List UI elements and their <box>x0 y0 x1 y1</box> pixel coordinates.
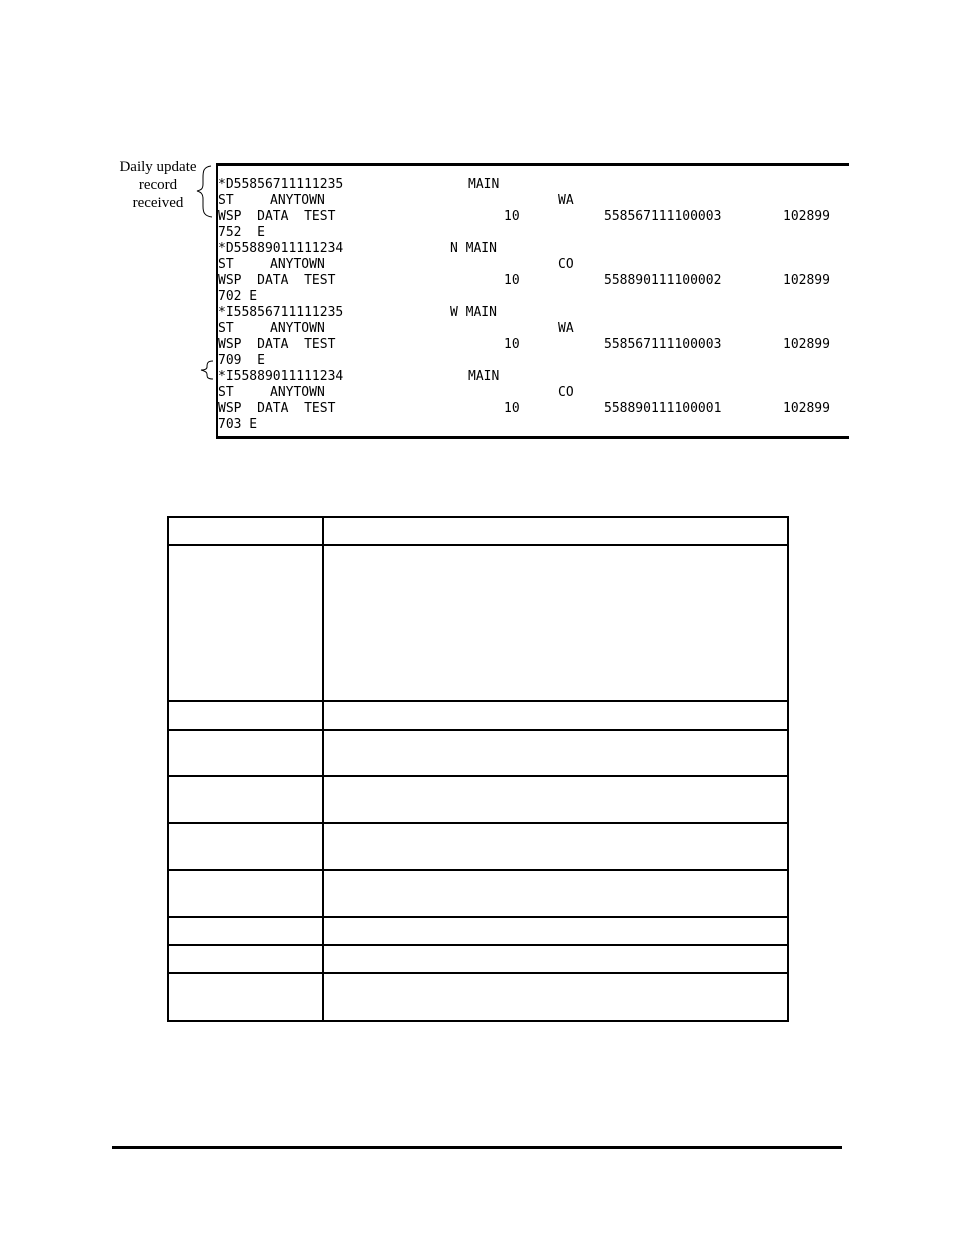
table-row <box>168 776 788 823</box>
table-row <box>168 870 788 917</box>
record-field-state: CO <box>558 385 574 400</box>
footer-rule <box>112 1146 842 1149</box>
annotation-line: record <box>138 177 178 193</box>
table-cell <box>168 776 323 823</box>
record-field-account: 558890111100002 <box>604 273 722 288</box>
annotation-line: received <box>132 195 184 211</box>
record-field-street: W MAIN <box>450 305 497 320</box>
record-field-code: 702 E <box>218 289 258 304</box>
record-field-prefix: ST <box>218 193 234 208</box>
annotation-line: Daily update <box>119 159 197 175</box>
record-field-label: WSP DATA TEST <box>218 401 336 416</box>
record-field-state: WA <box>558 193 574 208</box>
record-field-count: 10 <box>504 273 520 288</box>
table-cell <box>323 870 788 917</box>
table-row <box>168 701 788 730</box>
record-field-code: 752 E <box>218 225 265 240</box>
table-row <box>168 545 788 701</box>
record-field-key: *D55856711111235 <box>218 177 344 192</box>
table-cell <box>168 917 323 945</box>
table-cell <box>168 973 323 1021</box>
table-row <box>168 823 788 870</box>
record-field-city: ANYTOWN <box>270 193 325 208</box>
record-field-code: 709 E <box>218 353 265 368</box>
table-row <box>168 730 788 776</box>
record-field-key: *D55889011111234 <box>218 241 344 256</box>
table-cell <box>323 776 788 823</box>
record-field-label: WSP DATA TEST <box>218 337 336 352</box>
table-cell <box>168 701 323 730</box>
record-field-date: 102899 <box>783 273 830 288</box>
record-field-code: 703 E <box>218 417 258 432</box>
table-cell <box>323 730 788 776</box>
table-cell <box>323 917 788 945</box>
record-field-account: 558890111100001 <box>604 401 722 416</box>
record-field-date: 102899 <box>783 337 830 352</box>
record-field-prefix: ST <box>218 321 234 336</box>
record-field-city: ANYTOWN <box>270 385 325 400</box>
table-row <box>168 973 788 1021</box>
table-cell <box>323 517 788 545</box>
record-field-city: ANYTOWN <box>270 321 325 336</box>
record-field-key: *I55889011111234 <box>218 369 344 384</box>
record-field-state: CO <box>558 257 574 272</box>
record-field-state: WA <box>558 321 574 336</box>
table-cell <box>168 823 323 870</box>
table-cell <box>323 973 788 1021</box>
record-field-date: 102899 <box>783 401 830 416</box>
table-cell <box>168 945 323 973</box>
table-header-row <box>168 517 788 545</box>
record-field-count: 10 <box>504 337 520 352</box>
record-field-street: N MAIN <box>450 241 497 256</box>
table-cell <box>323 823 788 870</box>
record-field-key: *I55856711111235 <box>218 305 344 320</box>
record-field-account: 558567111100003 <box>604 337 722 352</box>
record-field-label: WSP DATA TEST <box>218 209 336 224</box>
record-field-count: 10 <box>504 401 520 416</box>
record-field-street: MAIN <box>468 369 500 384</box>
record-field-street: MAIN <box>468 177 500 192</box>
table-row <box>168 945 788 973</box>
record-field-label: WSP DATA TEST <box>218 273 336 288</box>
record-field-date: 102899 <box>783 209 830 224</box>
field-table <box>167 516 789 1022</box>
record-field-count: 10 <box>504 209 520 224</box>
annotation-label <box>110 158 206 212</box>
table-cell <box>323 945 788 973</box>
table-cell <box>168 730 323 776</box>
table-cell <box>168 517 323 545</box>
record-field-prefix: ST <box>218 385 234 400</box>
record-field-account: 558567111100003 <box>604 209 722 224</box>
small-brace-icon <box>201 361 213 379</box>
table-cell <box>168 870 323 917</box>
table-cell <box>323 545 788 701</box>
table-row <box>168 917 788 945</box>
record-field-prefix: ST <box>218 257 234 272</box>
table-cell <box>323 701 788 730</box>
table-cell <box>168 545 323 701</box>
record-field-city: ANYTOWN <box>270 257 325 272</box>
terminal-screen <box>216 163 849 439</box>
